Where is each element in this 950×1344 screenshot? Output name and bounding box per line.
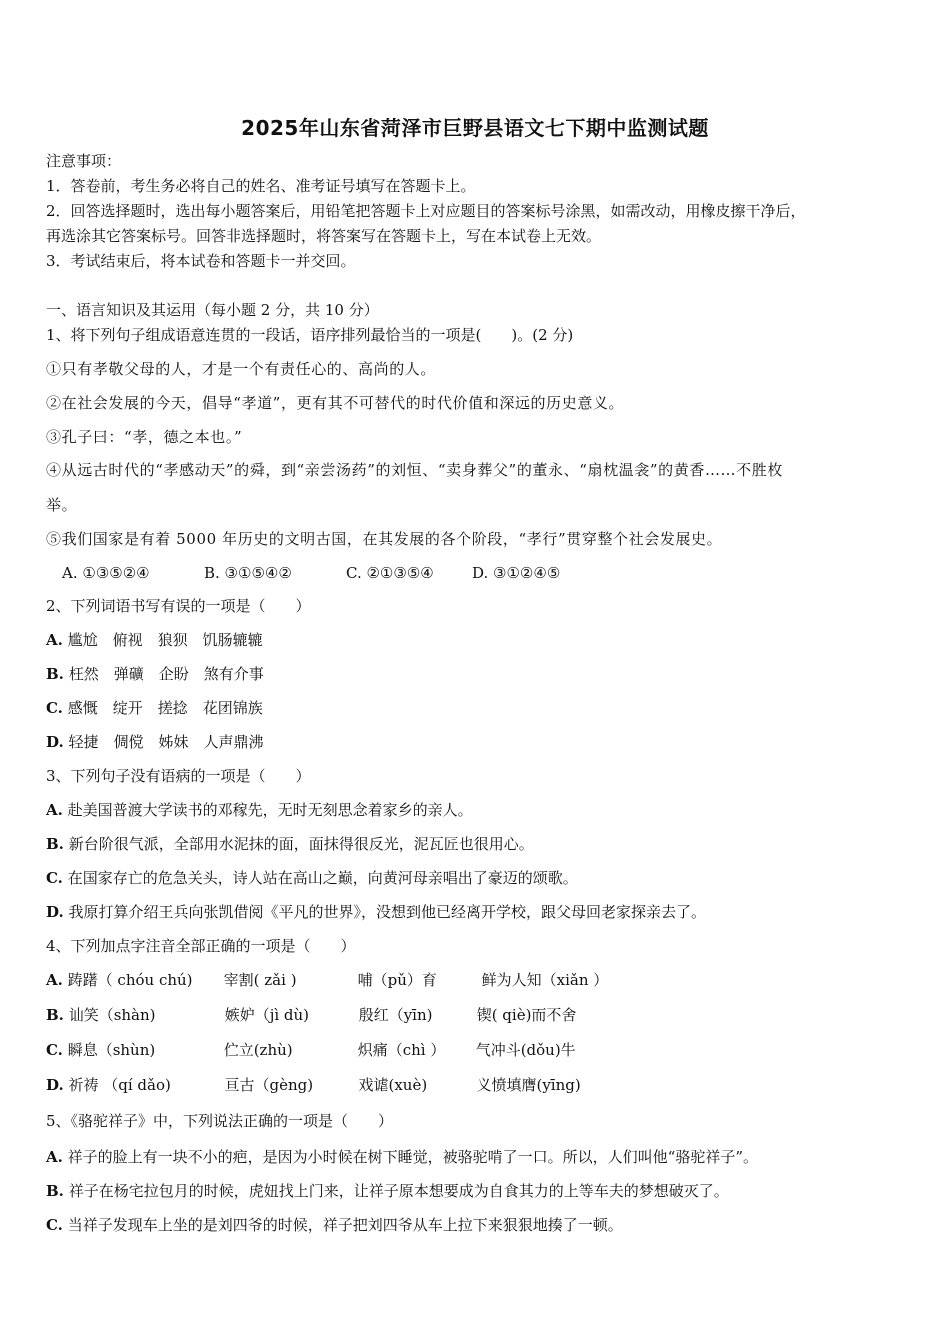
q1-option-b[interactable]: B. ③①⑤④② xyxy=(204,564,292,582)
q1-sentence-4: ④从远古时代的“孝感动天”的舜，到“亲尝汤药”的刘恒、“卖身葬父”的董永、“扇枕温衾”的黄香……不胜枚 xyxy=(46,461,783,479)
q3-option-b[interactable] xyxy=(46,834,534,854)
q4-stem: 4、下列加点字注音全部正确的一项是（ ） xyxy=(46,937,356,955)
q1-option-a[interactable]: A. ①③⑤②④ xyxy=(62,564,150,582)
section-1-heading: 一、语言知识及其运用（每小题 2 分，共 10 分） xyxy=(46,301,379,319)
q4-cell: 哺（pǔ）育 xyxy=(357,971,437,989)
notice-item-2: 2．回答选择题时，选出每小题答案后，用铅笔把答题卡上对应题目的答案标号涂黑，如需改动，用橡皮擦干净后， xyxy=(46,202,806,220)
option-letter: C. xyxy=(46,1041,63,1059)
option-letter: B. xyxy=(46,1182,64,1200)
q2-stem: 2、下列词语书写有误的一项是（ ） xyxy=(46,597,311,615)
q1-options xyxy=(62,563,560,583)
option-letter: C. xyxy=(46,699,63,717)
option-text: 轻捷 倜傥 姊妹 人声鼎沸 xyxy=(68,733,264,751)
option-text: 枉然 弹礦 企盼 煞有介事 xyxy=(68,665,264,683)
q2-option-d[interactable] xyxy=(46,732,264,752)
option-text: 在国家存亡的危急关头，诗人站在高山之巅，向黄河母亲唱出了豪迈的颂歌。 xyxy=(67,869,578,887)
option-letter: A. xyxy=(46,971,63,989)
option-text: 当祥子发现车上坐的是刘四爷的时候，祥子把刘四爷从车上拉下来狠狠地揍了一顿。 xyxy=(67,1216,623,1234)
q4-cell: 踌躇（ chóu chú) xyxy=(67,971,193,989)
option-text: 祥子的脸上有一块不小的疤，是因为小时候在树下睡觉，被骆驼啃了一口。所以，人们叫他“骆驼祥子”。 xyxy=(67,1148,758,1166)
q4-cell: 锲( qiè)而不舍 xyxy=(476,1006,577,1024)
q4-cell: 讪笑（shàn) xyxy=(68,1006,156,1024)
q4-cell: 义愤填膺(yīng) xyxy=(476,1076,581,1094)
option-letter: D. xyxy=(46,903,64,921)
option-letter: A. xyxy=(46,1148,63,1166)
option-letter: C. xyxy=(46,869,63,887)
q4-option-c[interactable] xyxy=(46,1040,576,1060)
q1-sentence-1: ①只有孝敬父母的人，才是一个有责任心的、高尚的人。 xyxy=(46,360,437,378)
option-text: 尴尬 俯视 狼狈 饥肠辘辘 xyxy=(67,631,263,649)
q3-option-d[interactable] xyxy=(46,902,706,922)
option-letter: A. xyxy=(46,631,63,649)
notice-item-1: 1．答卷前，考生务必将自己的姓名、准考证号填写在答题卡上。 xyxy=(46,177,476,195)
option-letter: D. xyxy=(46,733,64,751)
q4-cell: 气冲斗(dǒu)牛 xyxy=(475,1041,576,1059)
q1-sentence-3: ③孔子曰：“孝，德之本也。” xyxy=(46,428,243,446)
q4-cell: 伫立(zhù) xyxy=(223,1041,293,1059)
option-text: 新台阶很气派，全部用水泥抹的面，面抹得很反光，泥瓦匠也很用心。 xyxy=(68,835,534,853)
q4-cell: 炽痛（chì ） xyxy=(357,1041,446,1059)
q1-sentence-2: ②在社会发展的今天，倡导“孝道”，更有其不可替代的时代价值和深远的历史意义。 xyxy=(46,394,625,412)
q3-option-a[interactable] xyxy=(46,800,473,820)
q4-option-a[interactable] xyxy=(46,970,608,990)
q4-option-b[interactable] xyxy=(46,1005,576,1025)
q4-cell: 祈祷 （qí dǎo) xyxy=(68,1076,171,1094)
q4-option-d[interactable] xyxy=(46,1075,581,1095)
q5-stem: 5、《骆驼祥子》中，下列说法正确的一项是（ ） xyxy=(46,1112,394,1130)
q5-option-b[interactable] xyxy=(46,1181,729,1201)
page-title: 2025年山东省菏泽市巨野县语文七下期中监测试题 xyxy=(241,116,709,140)
q3-option-c[interactable] xyxy=(46,868,578,888)
notice-heading: 注意事项： xyxy=(46,152,122,170)
q4-cell: 戏谑(xuè) xyxy=(358,1076,428,1094)
option-letter: A. xyxy=(46,801,63,819)
option-letter: C. xyxy=(46,1216,63,1234)
q5-option-c[interactable] xyxy=(46,1215,623,1235)
q4-cell: 嫉妒（jì dù) xyxy=(224,1006,310,1024)
q2-option-a[interactable] xyxy=(46,630,263,650)
option-text: 感慨 绽开 搓捻 花团锦族 xyxy=(67,699,263,717)
q1-option-d[interactable]: D. ③①②④⑤ xyxy=(472,564,561,582)
option-letter: B. xyxy=(46,665,64,683)
q4-cell: 瞬息（shùn) xyxy=(67,1041,156,1059)
q5-option-a[interactable] xyxy=(46,1147,758,1167)
q4-cell: 宰割( zǎi ) xyxy=(223,971,297,989)
q1-option-c[interactable]: C. ②①③⑤④ xyxy=(346,564,434,582)
q4-cell: 鲜为人知（xiǎn ） xyxy=(481,971,609,989)
notice-item-3: 3．考试结束后，将本试卷和答题卡一并交回。 xyxy=(46,252,356,270)
q2-option-b[interactable] xyxy=(46,664,264,684)
option-letter: D. xyxy=(46,1076,64,1094)
option-text: 我原打算介绍王兵向张凯借阅《平凡的世界》，没想到他已经离开学校，跟父母回老家探亲去了。 xyxy=(68,903,706,921)
option-letter: B. xyxy=(46,835,64,853)
option-letter: B. xyxy=(46,1006,64,1024)
q4-cell: 殷红（yīn) xyxy=(358,1006,433,1024)
q4-cell: 亘古（gèng) xyxy=(224,1076,314,1094)
option-text: 赴美国普渡大学读书的邓稼先，无时无刻思念着家乡的亲人。 xyxy=(67,801,473,819)
q1-sentence-4-cont: 举。 xyxy=(46,496,78,514)
q3-stem: 3、下列句子没有语病的一项是（ ） xyxy=(46,767,311,785)
q1-stem: 1、将下列句子组成语意连贯的一段话，语序排列最恰当的一项是( )。(2 分) xyxy=(46,326,574,344)
option-text: 祥子在杨宅拉包月的时候，虎妞找上门来，让祥子原本想要成为自食其力的上等车夫的梦想破灭了。 xyxy=(68,1182,729,1200)
q2-option-c[interactable] xyxy=(46,698,263,718)
notice-item-2-cont: 再选涂其它答案标号。回答非选择题时，将答案写在答题卡上，写在本试卷上无效。 xyxy=(46,227,602,245)
q1-sentence-5: ⑤我们国家是有着 5000 年历史的文明古国，在其发展的各个阶段，“孝行”贯穿整个社会发展史。 xyxy=(46,530,723,548)
